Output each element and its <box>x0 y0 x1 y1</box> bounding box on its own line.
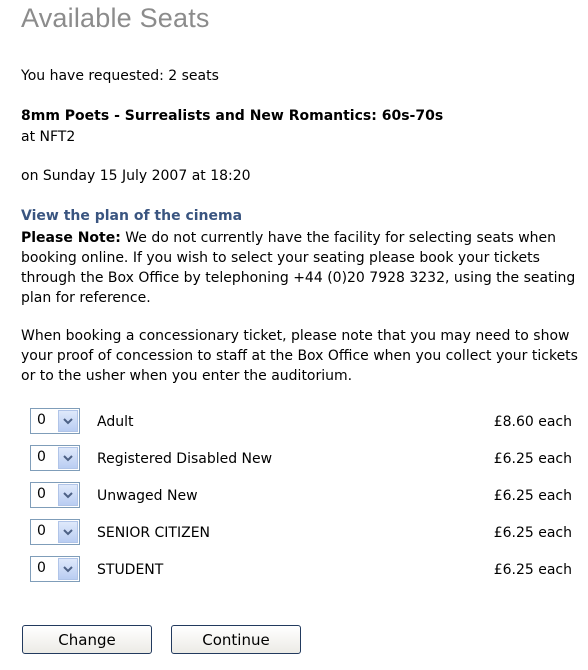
change-button[interactable]: Change <box>22 625 152 654</box>
chevron-down-icon[interactable] <box>58 558 78 580</box>
ticket-type-label: Adult <box>97 414 134 430</box>
quantity-select[interactable] <box>30 556 80 582</box>
requested-seats-text: You have requested: 2 seats <box>21 68 219 84</box>
ticket-row <box>0 445 588 475</box>
page-title: Available Seats <box>21 3 210 33</box>
quantity-value: 0 <box>37 486 46 502</box>
ticket-row <box>0 519 588 549</box>
ticket-price: £6.25 each <box>493 451 572 467</box>
quantity-select[interactable] <box>30 519 80 545</box>
quantity-value: 0 <box>37 449 46 465</box>
note-text: We do not currently have the facility for selecting seats when booking online. If you wish to select your seating please book your tickets through the Box Office by telephoning +44 (0)20 7928 3232, using the seating plan for reference. <box>21 230 576 306</box>
cinema-plan-link[interactable]: View the plan of the cinema <box>21 208 243 224</box>
note-label: Please Note: <box>21 230 121 246</box>
ticket-row <box>0 556 588 586</box>
concession-note: When booking a concessionary ticket, please note that you may need to show your proof of concession to staff at the Box Office when you collect your tickets or to the usher when you enter the auditorium. <box>21 328 578 384</box>
ticket-row <box>0 408 588 438</box>
film-title: 8mm Poets - Surrealists and New Romantics: 60s-70s <box>21 108 444 124</box>
quantity-select[interactable] <box>30 482 80 508</box>
ticket-price: £6.25 each <box>493 562 572 578</box>
ticket-price: £8.60 each <box>493 414 572 430</box>
chevron-down-icon[interactable] <box>58 410 78 432</box>
showtime-text: on Sunday 15 July 2007 at 18:20 <box>21 168 251 184</box>
ticket-type-label: STUDENT <box>97 562 164 578</box>
venue-text: at NFT2 <box>21 129 76 145</box>
ticket-price: £6.25 each <box>493 488 572 504</box>
chevron-down-icon[interactable] <box>58 484 78 506</box>
ticket-type-label: SENIOR CITIZEN <box>97 525 211 541</box>
quantity-select[interactable] <box>30 445 80 471</box>
continue-button[interactable]: Continue <box>171 625 301 654</box>
quantity-value: 0 <box>37 412 46 428</box>
ticket-type-label: Unwaged New <box>97 488 198 504</box>
ticket-type-label: Registered Disabled New <box>97 451 273 467</box>
chevron-down-icon[interactable] <box>58 521 78 543</box>
quantity-value: 0 <box>37 560 46 576</box>
booking-note <box>21 228 581 308</box>
quantity-value: 0 <box>37 523 46 539</box>
ticket-row <box>0 482 588 512</box>
quantity-select[interactable] <box>30 408 80 434</box>
chevron-down-icon[interactable] <box>58 447 78 469</box>
ticket-price: £6.25 each <box>493 525 572 541</box>
